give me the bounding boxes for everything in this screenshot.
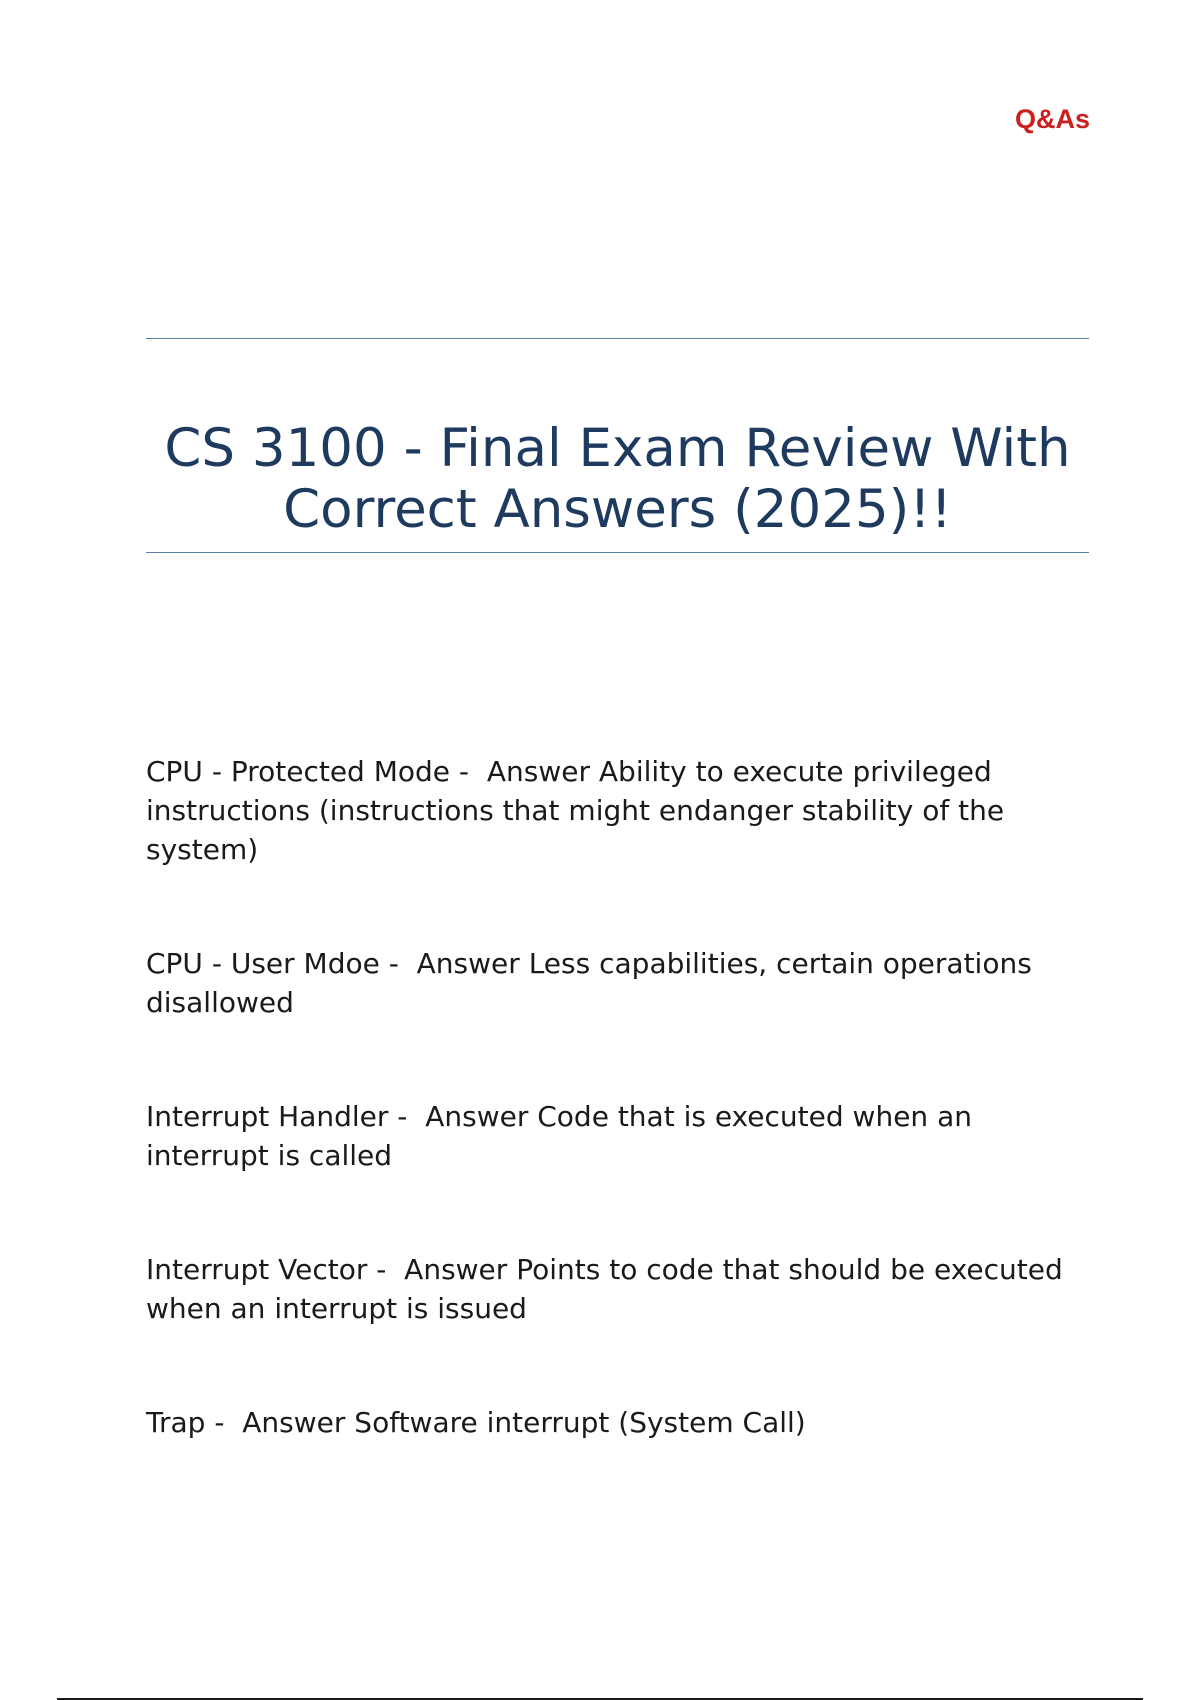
qa-item <box>146 1097 1086 1175</box>
qa-answer-label: Answer <box>404 1253 508 1286</box>
qa-term: Interrupt Handler - <box>146 1100 417 1133</box>
qa-item <box>146 944 1086 1022</box>
qa-definition: Less capabilities, certain operations disallowed <box>146 947 1041 1019</box>
qa-item <box>146 752 1086 869</box>
qa-definition: Points to code that should be executed when an interrupt is issued <box>146 1253 1072 1325</box>
qa-answer-label: Answer <box>486 755 590 788</box>
title-top-divider <box>146 338 1089 339</box>
title-bottom-divider <box>146 552 1089 553</box>
qa-term: Interrupt Vector - <box>146 1253 396 1286</box>
qa-definition: Software interrupt (System Call) <box>354 1406 806 1439</box>
qa-item <box>146 1403 1086 1442</box>
qa-answer-label: Answer <box>416 947 520 980</box>
qa-answer-label: Answer <box>425 1100 529 1133</box>
qa-item <box>146 1250 1086 1328</box>
qa-corner-label: Q&As <box>1014 104 1090 134</box>
qa-answer-label: Answer <box>242 1406 346 1439</box>
qa-term: Trap - <box>146 1406 234 1439</box>
qa-term: CPU - User Mdoe - <box>146 947 408 980</box>
qa-definition: Code that is executed when an interrupt is called <box>146 1100 981 1172</box>
page-title: CS 3100 - Final Exam Review With Correct Answers (2025)!! <box>164 418 1071 540</box>
qa-term: CPU - Protected Mode - <box>146 755 478 788</box>
qa-definition: Ability to execute privileged instructions (instructions that might endanger stability of the system) <box>146 755 1013 866</box>
